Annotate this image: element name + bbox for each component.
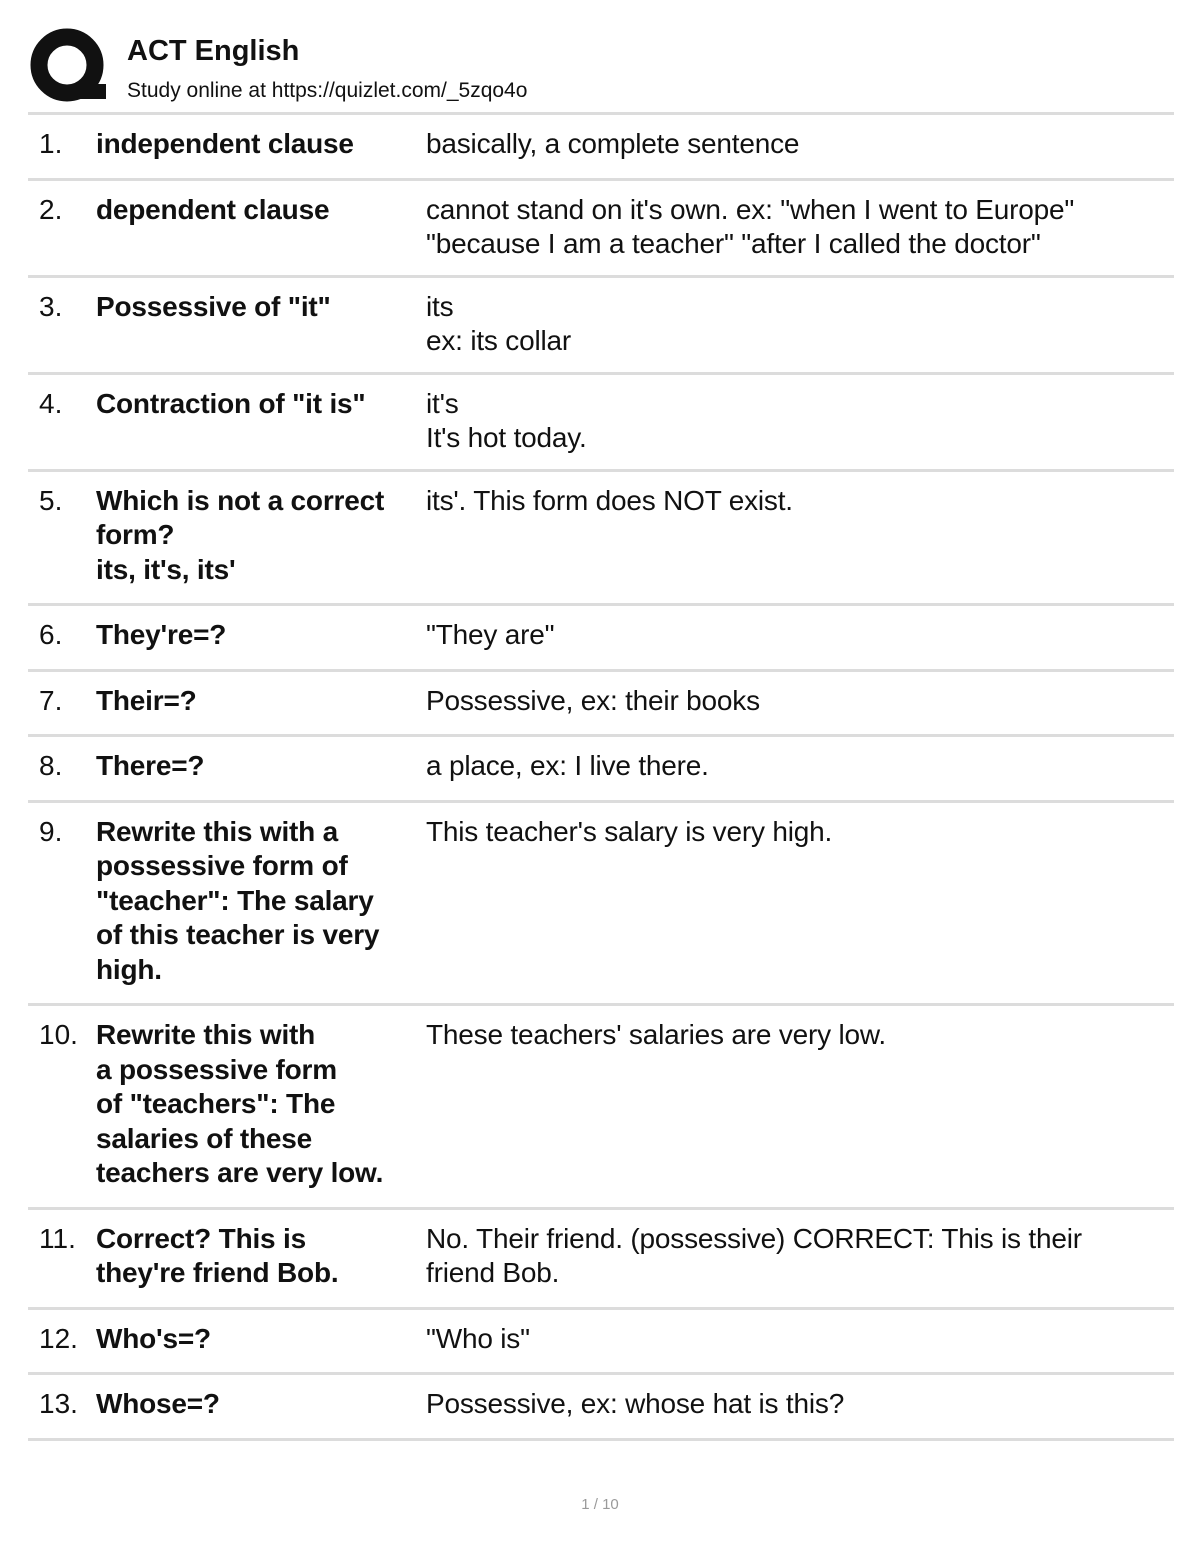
card-term — [96, 484, 422, 588]
card-term-line: Whose=? — [96, 1388, 220, 1419]
card-definition-line: These teachers' salaries are very low. — [426, 1019, 886, 1050]
card-term-line: There=? — [96, 750, 205, 781]
flashcard-row — [28, 606, 1174, 672]
card-term-line: they're friend Bob. — [96, 1257, 339, 1288]
card-term — [96, 127, 422, 162]
card-number: 5. — [39, 484, 63, 516]
card-term-line: Contraction of "it is" — [96, 387, 366, 419]
card-definition — [426, 1222, 1168, 1291]
card-definition — [426, 684, 1168, 719]
card-number: 12. — [39, 1322, 78, 1354]
card-term-line: Their=? — [96, 684, 197, 716]
card-term — [96, 749, 422, 784]
card-term-line: of this teacher is very — [96, 919, 380, 950]
card-definition-line: This teacher's salary is very high. — [426, 815, 833, 847]
card-number: 6. — [39, 619, 63, 650]
card-term-line: independent clause — [96, 128, 354, 159]
card-term-line: Possessive of "it" — [96, 290, 331, 322]
page-header — [28, 26, 1174, 112]
flashcard-row — [28, 375, 1174, 472]
flashcard-row — [28, 1210, 1174, 1310]
card-term — [96, 1222, 422, 1291]
card-term — [96, 387, 422, 422]
card-definition-line: Possessive, ex: their books — [426, 684, 760, 716]
card-definition-line: "They are" — [426, 619, 555, 650]
card-definition — [426, 484, 1168, 519]
card-definition-line: Possessive, ex: whose hat is this? — [426, 1388, 845, 1419]
card-definition-line: its — [426, 290, 454, 322]
card-number: 7. — [39, 684, 63, 716]
card-definition — [426, 749, 1168, 784]
card-term-line: of "teachers": The — [96, 1088, 336, 1119]
card-term — [96, 1387, 422, 1422]
flashcard-row — [28, 1006, 1174, 1210]
card-definition-line: No. Their friend. (possessive) CORRECT: This is their — [426, 1222, 1082, 1254]
card-number: 11. — [39, 1222, 76, 1254]
card-term-line: a possessive form — [96, 1053, 337, 1085]
flashcard-row — [28, 1310, 1174, 1376]
card-term-line: salaries of these — [96, 1122, 313, 1154]
card-term-line: Rewrite this with a — [96, 815, 339, 847]
card-term-line: possessive form of — [96, 850, 348, 881]
card-definition-line: ex: its collar — [426, 325, 572, 356]
card-definition-line: "because I am a teacher" "after I called the doctor" — [426, 228, 1041, 259]
flashcard-row — [28, 472, 1174, 607]
card-term-line: They're=? — [96, 619, 227, 650]
card-definition — [426, 290, 1168, 359]
card-definition — [426, 127, 1168, 162]
card-definition — [426, 815, 1168, 850]
card-definition-line: its'. This form does NOT exist. — [426, 484, 793, 516]
card-definition — [426, 1322, 1168, 1357]
card-number: 2. — [39, 193, 63, 225]
card-term — [96, 1018, 422, 1191]
flashcard-row — [28, 672, 1174, 738]
flashcard-row — [28, 1375, 1174, 1441]
card-term-line: Which is not a correct — [96, 484, 385, 516]
card-term — [96, 684, 422, 719]
card-term — [96, 1322, 422, 1357]
card-term — [96, 193, 422, 228]
page-title: ACT English — [127, 35, 300, 67]
card-term-line: Who's=? — [96, 1322, 211, 1354]
card-term — [96, 290, 422, 325]
flashcard-row — [28, 181, 1174, 278]
card-term — [96, 618, 422, 653]
card-definition — [426, 193, 1168, 262]
card-term-line: Correct? This is — [96, 1222, 306, 1254]
card-number: 8. — [39, 750, 63, 781]
page-subtitle: Study online at https://quizlet.com/_5zqo4o — [127, 79, 528, 102]
card-definition — [426, 1018, 1168, 1053]
card-term-line: dependent clause — [96, 193, 330, 225]
card-term-line: teachers are very low. — [96, 1157, 384, 1188]
card-definition-line: a place, ex: I live there. — [426, 750, 709, 781]
page-number: 1 / 10 — [581, 1496, 619, 1513]
card-term — [96, 815, 422, 988]
card-number: 1. — [39, 128, 63, 159]
card-number: 4. — [39, 387, 63, 419]
card-number: 9. — [39, 815, 63, 847]
card-definition-line: friend Bob. — [426, 1257, 560, 1288]
card-term-line: high. — [96, 953, 162, 985]
flashcard-list — [28, 112, 1174, 1441]
card-number: 3. — [39, 290, 63, 322]
card-definition — [426, 618, 1168, 653]
card-term-line: form? — [96, 519, 175, 550]
flashcard-row — [28, 803, 1174, 1007]
card-term-line: Rewrite this with — [96, 1019, 316, 1050]
card-definition-line: cannot stand on it's own. ex: "when I went to Europe" — [426, 193, 1075, 225]
card-term-line: its, it's, its' — [96, 553, 236, 585]
card-definition-line: it's — [426, 387, 459, 419]
flashcard-row — [28, 278, 1174, 375]
quizlet-q-logo-icon — [28, 26, 110, 108]
card-term-line: "teacher": The salary — [96, 884, 374, 916]
flashcard-row — [28, 115, 1174, 181]
card-number: 13. — [39, 1388, 78, 1419]
card-definition — [426, 1387, 1168, 1422]
card-definition — [426, 387, 1168, 456]
card-number: 10. — [39, 1019, 78, 1050]
card-definition-line: "Who is" — [426, 1322, 530, 1354]
card-definition-line: It's hot today. — [426, 422, 587, 453]
card-definition-line: basically, a complete sentence — [426, 128, 800, 159]
flashcard-row — [28, 737, 1174, 803]
